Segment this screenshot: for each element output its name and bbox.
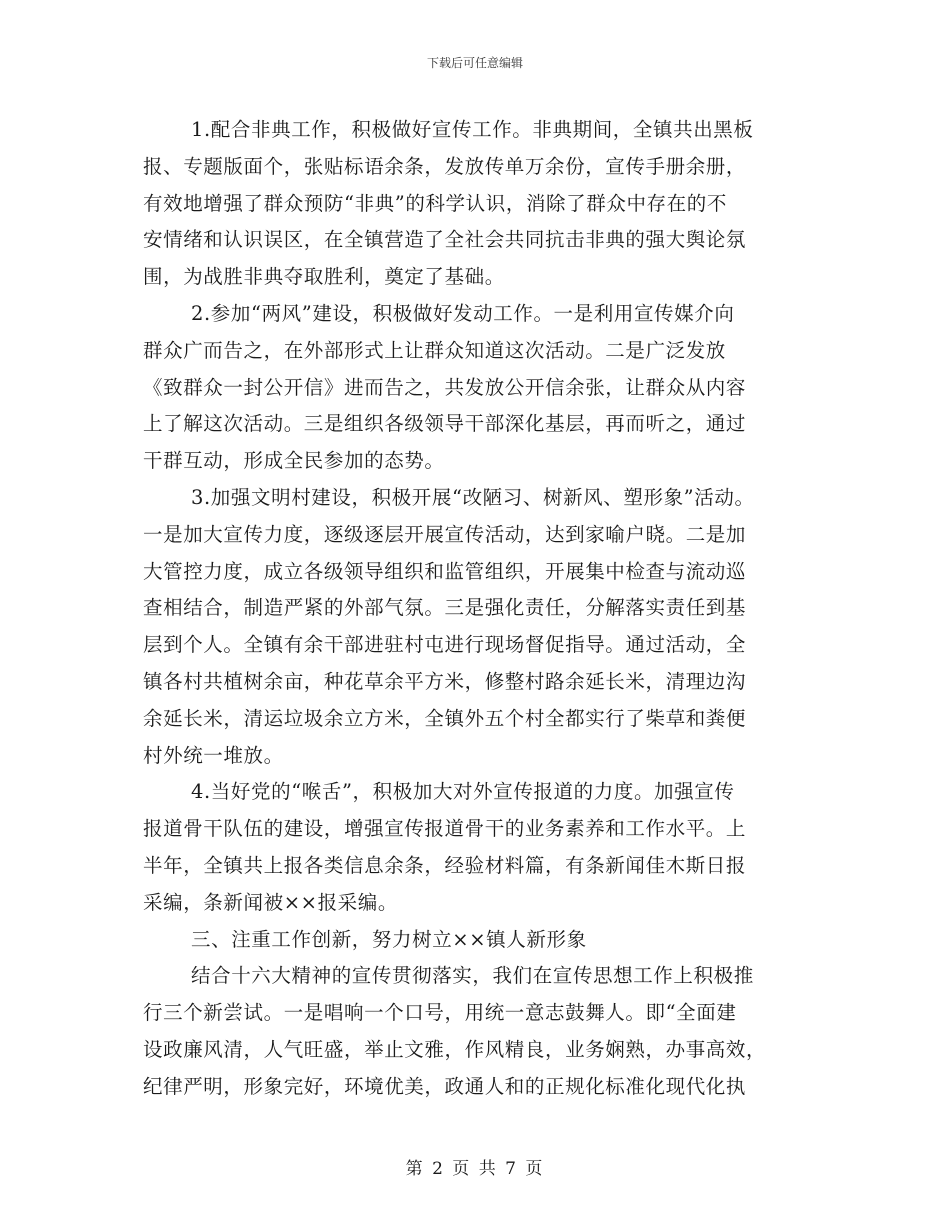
text-line: 一是加大宣传力度，逐级逐层开展宣传活动，达到家喻户晓。二是加 (143, 522, 747, 546)
text-line: 报道骨干队伍的建设，增强宣传报道骨干的业务素养和工作水平。上 (143, 817, 747, 841)
document-body (143, 112, 811, 1106)
text-line: 采编，条新闻被××报采编。 (143, 890, 398, 914)
text-line: 2.参加“两风”建设，积极做好发动工作。一是利用宣传媒介向 (191, 301, 735, 325)
text-line: 报、专题版面个，张贴标语余条，发放传单万余份，宣传手册余册， (143, 154, 747, 178)
text-line: 三、注重工作创新，努力树立××镇人新形象 (191, 927, 587, 951)
text-line: 3.加强文明村建设，积极开展“改陋习、树新风、塑形象”活动。 (191, 485, 755, 509)
page-header: 下载后可任意编辑 (426, 56, 523, 70)
text-line: 大管控力度，成立各级领导组织和监管组织，开展集中检查与流动巡 (143, 559, 747, 583)
text-line: 行三个新尝试。一是唱响一个口号，用统一意志鼓舞人。即“全面建 (143, 1001, 737, 1025)
text-line: 纪律严明，形象完好，环境优美，政通人和的正规化标准化现代化执 (143, 1074, 747, 1098)
text-line: 余延长米，清运垃圾余立方米，全镇外五个村全都实行了柴草和粪便 (143, 706, 747, 730)
text-line: 结合十六大精神的宣传贯彻落实，我们在宣传思想工作上积极推 (191, 964, 754, 988)
text-line: 有效地增强了群众预防“非典”的科学认识，消除了群众中存在的不 (143, 191, 727, 215)
text-line: 4.当好党的“喉舌”，积极加大对外宣传报道的力度。加强宣传 (191, 780, 735, 804)
text-line: 设政廉风清，人气旺盛，举止文雅，作风精良，业务娴熟，办事高效， (143, 1037, 767, 1061)
text-line: 半年，全镇共上报各类信息余条，经验材料篇，有条新闻佳木斯日报 (143, 853, 747, 877)
text-line: 查相结合，制造严紧的外部气氛。三是强化责任，分解落实责任到基 (143, 596, 747, 620)
page-footer: 第 2 页 共 7 页 (405, 1159, 545, 1179)
text-line: 安情绪和认识误区，在全镇营造了全社会共同抗击非典的强大舆论氛 (143, 228, 747, 252)
text-line: 村外统一堆放。 (143, 743, 284, 767)
text-line: 《致群众一封公开信》进而告之，共发放公开信余张，让群众从内容 (143, 375, 747, 399)
text-line: 1.配合非典工作，积极做好宣传工作。非典期间，全镇共出黑板 (191, 118, 754, 141)
text-line: 干群互动，形成全民参加的态势。 (143, 449, 445, 473)
text-line: 层到个人。全镇有余干部进驻村屯进行现场督促指导。通过活动，全 (143, 633, 747, 657)
text-line: 镇各村共植树余亩，种花草余平方米，修整村路余延长米，清理边沟 (143, 669, 747, 693)
text-line: 上了解这次活动。三是组织各级领导干部深化基层，再而听之，通过 (143, 412, 747, 436)
text-line: 群众广而告之，在外部形式上让群众知道这次活动。二是广泛发放 (143, 338, 726, 362)
text-line: 围，为战胜非典夺取胜利，奠定了基础。 (143, 265, 505, 289)
